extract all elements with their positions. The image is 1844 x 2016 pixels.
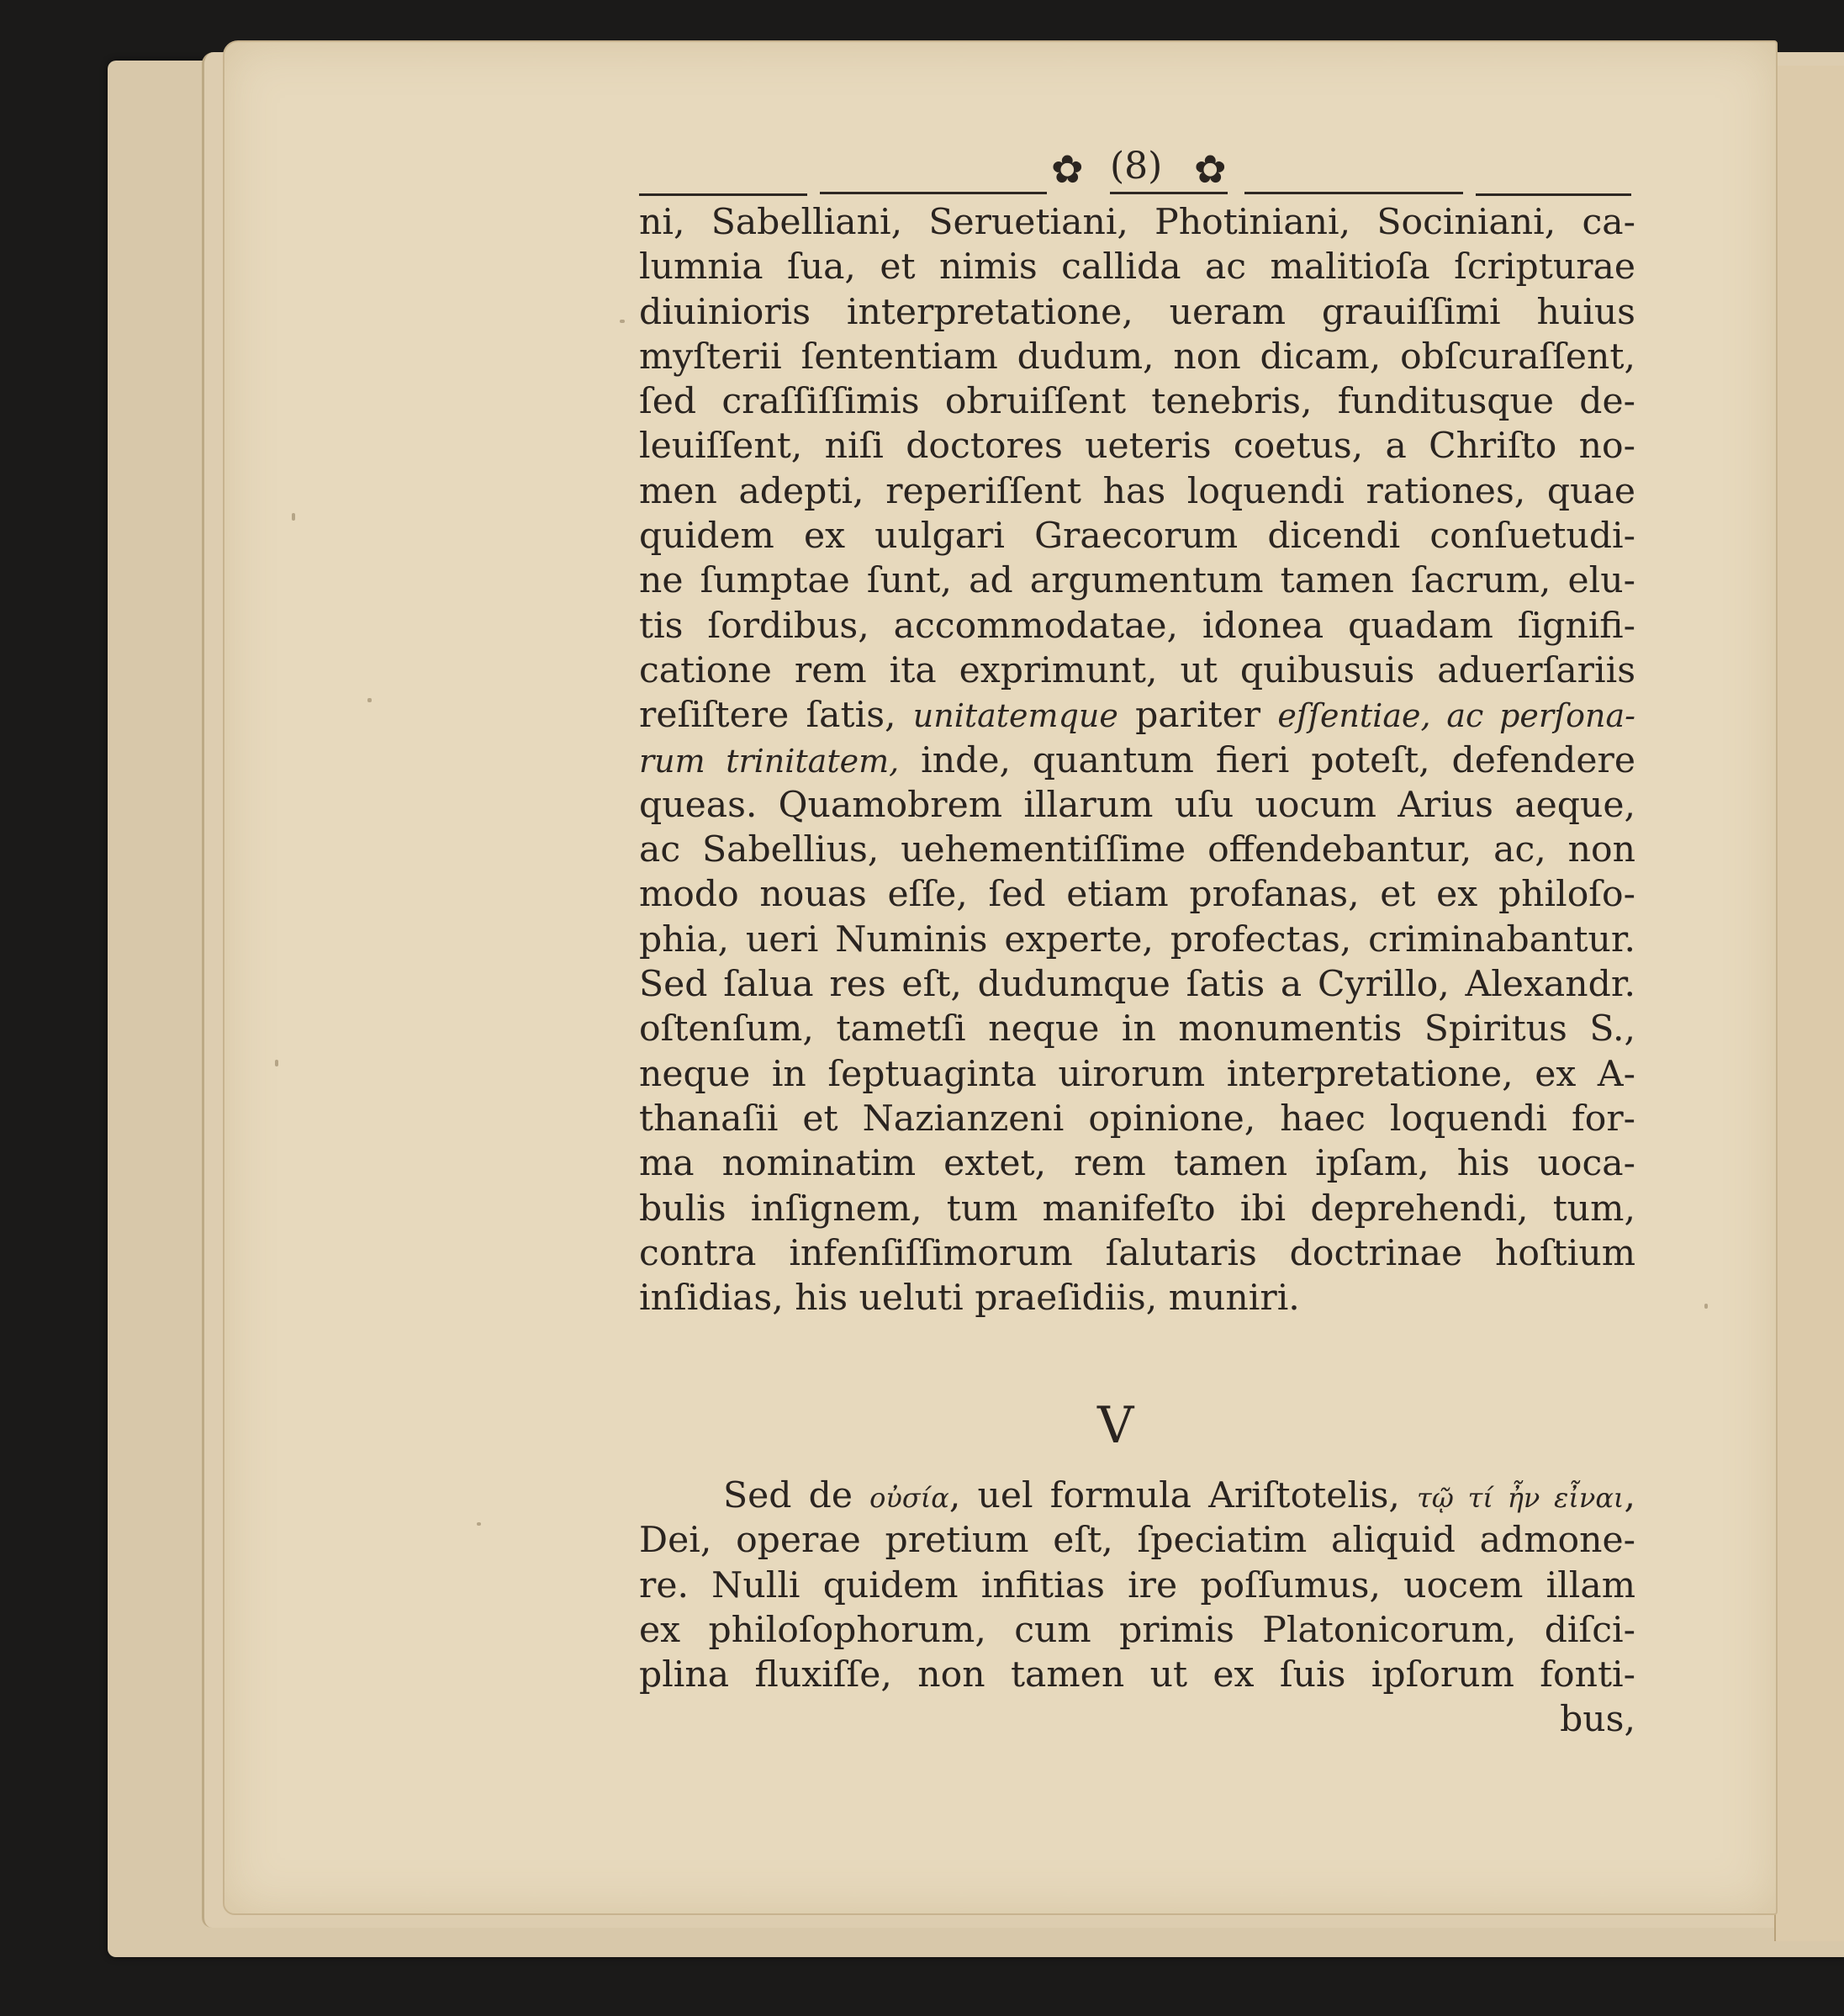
text-line: queas. Quamobrem illarum uſu uocum Arius aeque, bbox=[639, 784, 1635, 826]
text-line: Dei, operae pretium eſt, ſpeciatim aliquid admone- bbox=[639, 1520, 1635, 1562]
paper-speck bbox=[292, 513, 295, 521]
italic-run: eſſentiae, ac perſona- bbox=[1277, 697, 1635, 735]
text-line: contra infenſiſſimorum ſalutaris doctrinae hoſtium bbox=[639, 1232, 1635, 1274]
paper-speck bbox=[367, 698, 372, 702]
paper-speck bbox=[275, 1060, 278, 1066]
text-line: lumnia ſua, et nimis callida ac malitioſa ſcripturae bbox=[639, 246, 1635, 288]
facing-page-edge bbox=[1774, 66, 1844, 1941]
paragraph-1 bbox=[639, 200, 1635, 1320]
header-rule bbox=[1476, 193, 1631, 196]
catchword: bus, bbox=[1560, 1699, 1635, 1741]
text-line: ne ſumptae ſunt, ad argumentum tamen ſacrum, elu- bbox=[639, 560, 1635, 602]
flower-ornament-icon: ✿ bbox=[1051, 146, 1084, 192]
text-line: quidem ex uulgari Graecorum dicendi conſuetudi- bbox=[639, 516, 1635, 558]
header-rule bbox=[1110, 192, 1228, 194]
text-run: , bbox=[1624, 1475, 1635, 1516]
text-line bbox=[639, 738, 1635, 783]
paper-speck bbox=[1704, 1304, 1708, 1309]
text-line bbox=[639, 1474, 1635, 1518]
text-run: , uel formula Ariſtotelis, bbox=[948, 1475, 1418, 1516]
text-line: Sed ſalua res eſt, dudumque ſatis a Cyrillo, Alexandr. bbox=[639, 964, 1635, 1006]
text-line: ac Sabellius, uehementiſſime offendebantur, ac, non bbox=[639, 829, 1635, 871]
text-line: diuinioris interpretatione, ueram grauiſſimi huius bbox=[639, 291, 1635, 333]
text-line: plina fluxiſſe, non tamen ut ex ſuis ipſorum fonti- bbox=[639, 1654, 1635, 1696]
text-line: phia, ueri Numinis experte, profectas, criminabantur. bbox=[639, 918, 1635, 960]
greek-run: τῷ τί ἦν εἶναι bbox=[1417, 1482, 1625, 1514]
text-line: ſed craſſiſſimis obruiſſent tenebris, funditusque de- bbox=[639, 381, 1635, 423]
text-line: myſterii ſententiam dudum, non dicam, obſcuraſſent, bbox=[639, 336, 1635, 378]
italic-run: unitatemque bbox=[912, 697, 1118, 735]
text-line: inſidias, his ueluti praeſidiis, muniri. bbox=[639, 1278, 1300, 1320]
text-line: modo nouas eſſe, ſed etiam profanas, et ex philoſo- bbox=[639, 874, 1635, 916]
text-line: thanaſii et Nazianzeni opinione, haec loquendi for- bbox=[639, 1098, 1635, 1140]
text-line: bulis inſignem, tum manifeſto ibi deprehendi, tum, bbox=[639, 1188, 1635, 1230]
text-line: men adepti, reperiſſent has loquendi rationes, quae bbox=[639, 470, 1635, 512]
paper-speck bbox=[477, 1522, 481, 1526]
paper-speck bbox=[620, 320, 625, 323]
paragraph-2 bbox=[639, 1474, 1635, 1743]
text-line: neque in ſeptuaginta uirorum interpretatione, ex A- bbox=[639, 1053, 1635, 1095]
section-numeral: V bbox=[1097, 1396, 1134, 1455]
page-header bbox=[639, 143, 1631, 202]
header-rule bbox=[639, 193, 807, 196]
header-rule bbox=[820, 192, 1047, 194]
text-run: pariter bbox=[1117, 695, 1278, 737]
text-run: inde, quantum fieri poteſt, defendere bbox=[899, 739, 1635, 781]
text-line: tis ſordibus, accommodatae, idonea quadam ſignifi- bbox=[639, 605, 1635, 647]
header-rule bbox=[1244, 192, 1463, 194]
text-line: leuiſſent, niſi doctores ueteris coetus, a Chriſto no- bbox=[639, 426, 1635, 468]
text-line: ex philoſophorum, cum primis Platonicorum, diſci- bbox=[639, 1609, 1635, 1651]
flower-ornament-icon: ✿ bbox=[1194, 146, 1227, 192]
text-run: Sed de bbox=[723, 1475, 870, 1516]
text-line: catione rem ita exprimunt, ut quibusuis aduerſariis bbox=[639, 649, 1635, 691]
text-line: ma nominatim extet, rem tamen ipſam, his uoca- bbox=[639, 1143, 1635, 1185]
greek-run: οὐσία bbox=[869, 1482, 949, 1514]
italic-run: rum trinitatem, bbox=[639, 742, 900, 780]
text-line: oſtenſum, tametſi neque in monumentis Spiritus S., bbox=[639, 1008, 1635, 1050]
text-line: re. Nulli quidem infitias ire poſſumus, uocem illam bbox=[639, 1564, 1635, 1606]
text-line bbox=[639, 693, 1635, 738]
text-line: ni, Sabelliani, Seruetiani, Photiniani, Sociniani, ca- bbox=[639, 202, 1635, 243]
page-number: (8) bbox=[1110, 145, 1163, 188]
text-run: reſiſtere ſatis, bbox=[639, 695, 913, 737]
